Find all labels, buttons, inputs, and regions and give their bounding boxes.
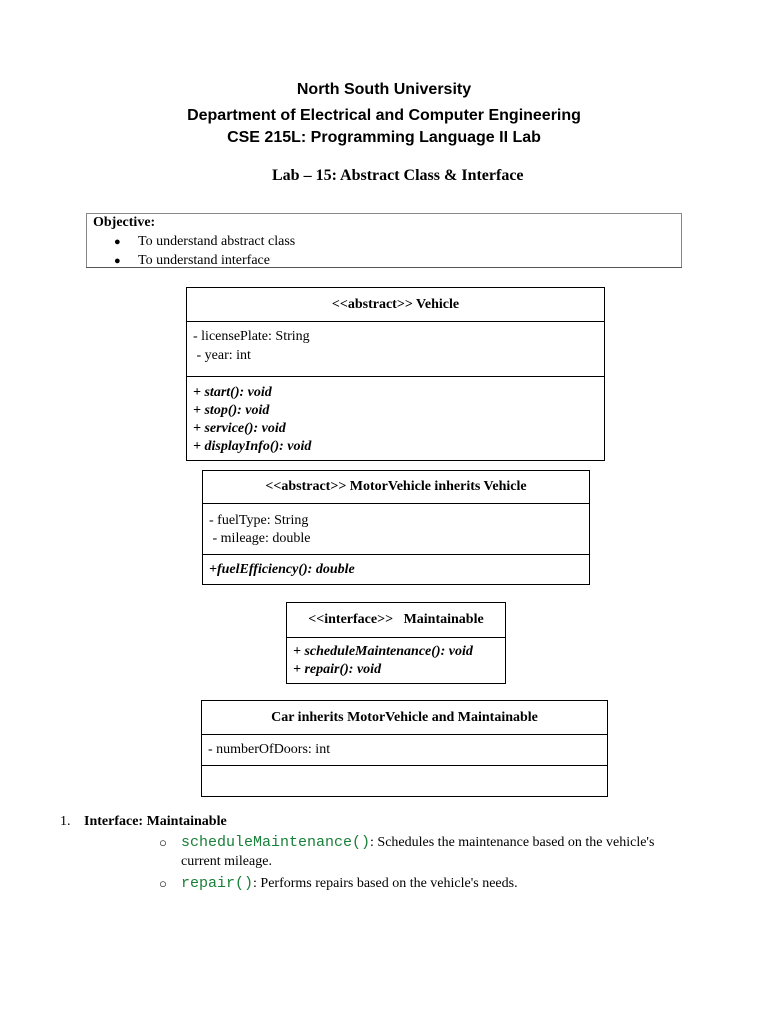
course-name: CSE 215L: Programming Language II Lab — [227, 129, 541, 146]
class-methods — [202, 765, 607, 795]
objective-item: ● To understand interface — [114, 253, 270, 267]
uml-class-car — [201, 700, 608, 797]
method-code: repair() — [181, 875, 254, 892]
attribute: - numberOfDoors: int — [208, 742, 331, 757]
uml-class-vehicle — [186, 287, 605, 461]
class-attributes — [203, 503, 589, 554]
bullet-icon: ● — [114, 236, 121, 248]
method: + service(): void — [193, 421, 286, 436]
class-methods — [203, 554, 589, 583]
method-code: scheduleMaintenance() — [181, 834, 371, 851]
method: + repair(): void — [293, 662, 382, 677]
method: + scheduleMaintenance(): void — [293, 644, 473, 659]
interface-name: <<interface>> Maintainable — [308, 612, 484, 627]
attribute: - fuelType: String — [209, 513, 309, 528]
lab-title: Lab – 15: Abstract Class & Interface — [272, 167, 524, 184]
class-attributes — [187, 321, 604, 376]
method: + start(): void — [193, 385, 272, 400]
method-description-cont: current mileage. — [181, 854, 272, 869]
class-name: <<abstract>> MotorVehicle inherits Vehicle — [265, 479, 527, 494]
circle-bullet-icon: ○ — [159, 876, 167, 891]
objective-box — [86, 213, 682, 267]
method-description: : Performs repairs based on the vehicle's needs. — [253, 876, 518, 891]
class-methods — [187, 376, 604, 459]
uml-class-motor-vehicle — [202, 470, 590, 585]
method: + stop(): void — [193, 403, 270, 418]
list-title: Interface: Maintainable — [84, 814, 227, 829]
attribute: - mileage: double — [209, 531, 311, 546]
objective-heading: Objective: — [93, 215, 156, 230]
method-description: : Schedules the maintenance based on the vehicle's — [370, 835, 655, 850]
objective-item: ● To understand abstract class — [114, 234, 296, 249]
bullet-icon: ● — [114, 255, 121, 267]
list-item — [159, 833, 655, 871]
method: + displayInfo(): void — [193, 439, 312, 454]
uml-interface-maintainable — [286, 602, 506, 684]
circle-bullet-icon: ○ — [159, 835, 167, 850]
method: +fuelEfficiency(): double — [209, 562, 355, 577]
university-name: North South University — [296, 81, 472, 98]
attribute: - licensePlate: String — [193, 329, 310, 344]
department-name: Department of Electrical and Computer Engineering — [187, 107, 581, 124]
list-item — [159, 874, 518, 893]
class-name: <<abstract>> Vehicle — [331, 296, 460, 312]
list-number: 1. — [60, 814, 71, 829]
class-attributes — [202, 734, 607, 765]
interface-methods — [287, 637, 505, 682]
attribute: - year: int — [193, 348, 251, 363]
class-name: Car inherits MotorVehicle and Maintainable — [271, 709, 538, 725]
